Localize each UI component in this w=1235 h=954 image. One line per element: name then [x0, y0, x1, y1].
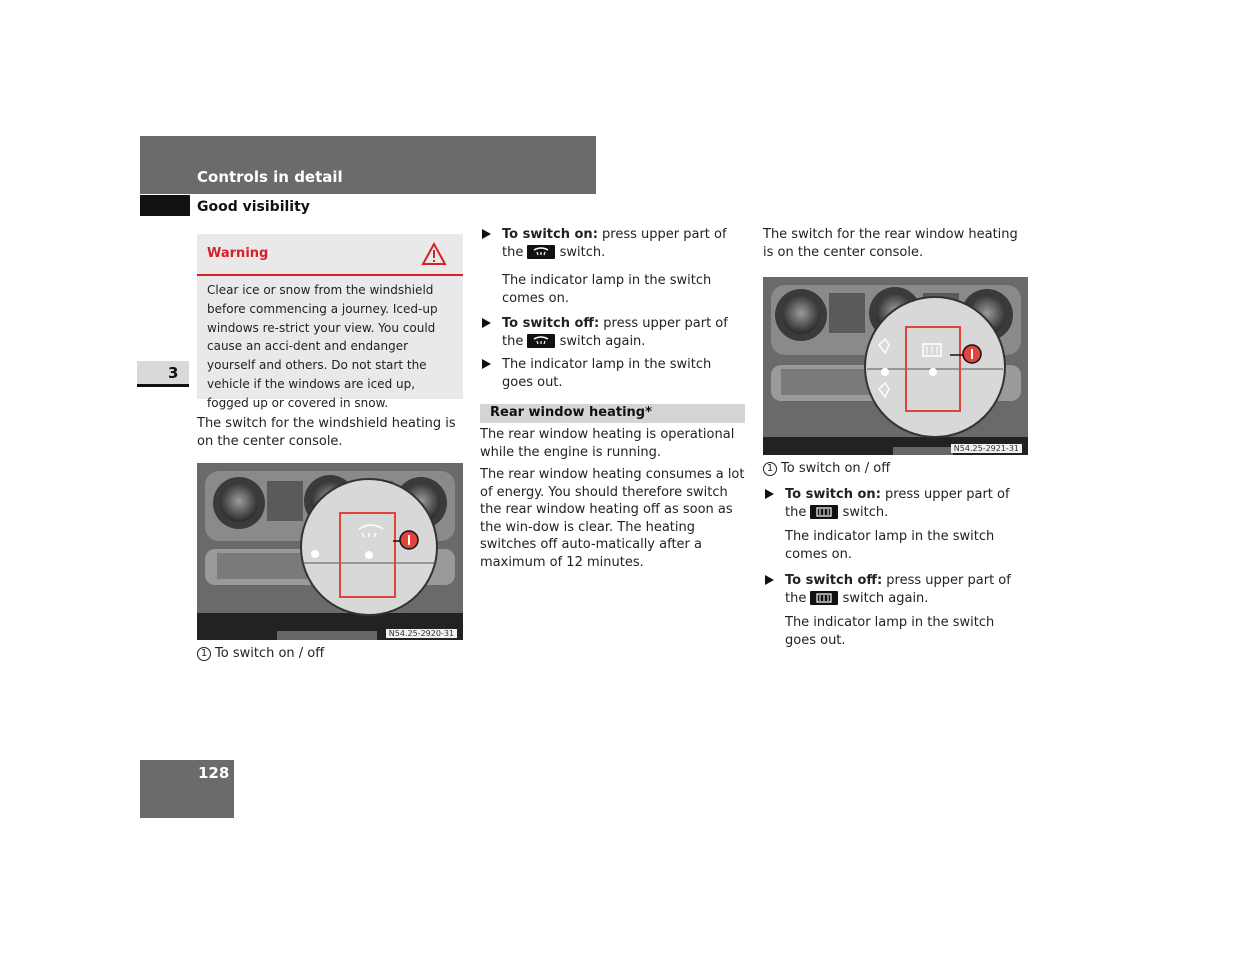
step-text: switch. [559, 244, 606, 260]
step-text: press upper part of [597, 227, 727, 242]
windshield-switch-off-result: The indicator lamp in the switch goes out. [502, 357, 712, 390]
rear-window-caption [763, 461, 890, 476]
callout-number: 1 [763, 462, 777, 476]
step-text: the [502, 244, 524, 260]
step-text: the [785, 590, 807, 606]
rear-switch-off-step [785, 572, 1029, 607]
step-label: To switch off: [785, 573, 883, 588]
step-text: press upper part of [882, 573, 1011, 588]
step-label: To switch off: [502, 316, 600, 331]
section-title: Controls in detail [197, 168, 343, 186]
bullet-triangle-icon [482, 229, 491, 239]
step-text: switch again. [559, 333, 646, 349]
rear-window-para-1: The rear window heating is operational while the engine is running. [480, 427, 735, 460]
console-illustration [197, 463, 463, 640]
image-reference-code: N54.25-2921-31 [951, 444, 1022, 453]
warning-triangle-icon [421, 242, 447, 266]
rear-window-heating-icon [810, 505, 838, 519]
rear-window-para-2: The rear window heating consumes a lot of energy. You should therefore switch the rear window heating off as soon as the win-dow is clear. The heating switches off auto-matically after a maximum of 12 minutes. [480, 467, 745, 570]
windshield-switch-on-result: The indicator lamp in the switch comes on. [502, 273, 712, 306]
step-text: switch. [842, 504, 889, 520]
caption-text: To switch on / off [215, 646, 325, 661]
page-number: 128 [198, 764, 230, 782]
rear-window-intro: The switch for the rear window heating is on the center console. [763, 227, 1018, 260]
windshield-switch-off-step [502, 315, 744, 350]
windshield-caption [197, 646, 324, 661]
windshield-console-image [197, 463, 463, 640]
rear-switch-on-result: The indicator lamp in the switch comes on. [785, 529, 995, 562]
console-illustration [763, 277, 1028, 455]
step-text: switch again. [842, 590, 929, 606]
rear-window-heating-icon [810, 591, 838, 605]
windshield-intro: The switch for the windshield heating is on the center console. [197, 416, 456, 449]
bullet-triangle-icon [765, 489, 774, 499]
bullet-triangle-icon [482, 318, 491, 328]
step-text: the [502, 333, 524, 349]
step-label: To switch on: [502, 227, 598, 242]
step-text: the [785, 504, 807, 520]
warning-text: Clear ice or snow from the windshield before commencing a journey. Iced-up windows re-strict your view. You could cause an acci-dent and endanger yourself and others. Do not start the vehicle if the windows are iced up, fogged up or covered in snow. [207, 283, 438, 410]
rear-switch-off-result: The indicator lamp in the switch goes out. [785, 615, 995, 648]
step-text: press upper part of [599, 316, 728, 331]
windshield-heating-icon [527, 334, 555, 348]
rear-window-console-image [763, 277, 1028, 455]
step-label: To switch on: [785, 487, 881, 502]
chapter-number: 3 [168, 364, 179, 382]
rear-window-heading: Rear window heating* [490, 405, 652, 420]
windshield-switch-on-step [502, 226, 744, 261]
step-text: press upper part of [880, 487, 1010, 502]
warning-title: Warning [207, 246, 269, 261]
bullet-triangle-icon [482, 359, 491, 369]
chapter-tab [137, 361, 189, 387]
rear-switch-on-step [785, 486, 1029, 521]
subsection-title: Good visibility [197, 199, 310, 215]
windshield-heating-icon [527, 245, 555, 259]
subsection-marker [140, 195, 190, 216]
bullet-triangle-icon [765, 575, 774, 585]
callout-number: 1 [197, 647, 211, 661]
caption-text: To switch on / off [781, 461, 891, 476]
image-reference-code: N54.25-2920-31 [386, 629, 457, 638]
